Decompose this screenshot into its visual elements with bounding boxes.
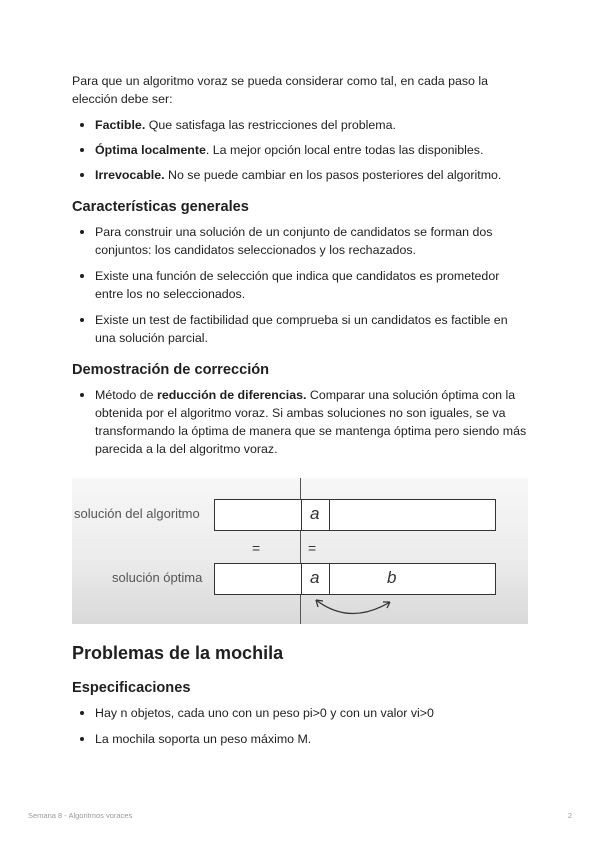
term: reducción de diferencias. — [157, 388, 307, 402]
intro-list — [72, 116, 528, 184]
term: Irrevocable. — [95, 168, 165, 182]
list-item-irrevocable — [72, 166, 528, 184]
list-item: Existe un test de factibilidad que comprueba si un candidatos es factible en una solución parcial. — [72, 311, 528, 347]
page-number: 2 — [567, 811, 572, 820]
cell-b: b — [387, 568, 397, 587]
diagram-reduccion-diferencias — [72, 478, 528, 624]
list-item-reduccion — [72, 386, 528, 458]
label-solucion-algoritmo: solución del algoritmo — [74, 506, 200, 521]
list-item-factible — [72, 116, 528, 134]
cell-a: a — [310, 568, 320, 587]
equals-right: = — [308, 540, 317, 556]
list-item-optima — [72, 141, 528, 159]
swap-arrow-icon — [310, 594, 410, 624]
text: Método de — [95, 388, 157, 402]
label-solucion-optima: solución óptima — [112, 570, 203, 585]
content — [72, 72, 528, 458]
mochila-section — [72, 641, 528, 748]
text: No se puede cambiar en los pasos posteriores del algoritmo. — [164, 168, 502, 182]
equals-left: = — [252, 540, 261, 556]
caracteristicas-list — [72, 223, 528, 347]
box-solucion-algoritmo — [214, 499, 496, 531]
section-title-mochila: Problemas de la mochila — [72, 643, 284, 663]
list-item: Para construir una solución de un conjunto de candidatos se forman dos conjuntos: los candidatos seleccionados y los rechazados. — [72, 223, 528, 259]
list-item: La mochila soporta un peso máximo M. — [72, 730, 528, 748]
box-solucion-optima — [214, 563, 496, 595]
text: Que satisfaga las restricciones del problema. — [145, 118, 396, 132]
list-item: Hay n objetos, cada uno con un peso pi>0 y con un valor vi>0 — [72, 704, 528, 722]
heading-especificaciones: Especificaciones — [72, 680, 191, 696]
heading-demostracion: Demostración de corrección — [72, 362, 270, 378]
footer-left: Semana 8 - Algoritmos voraces — [28, 811, 133, 820]
term: Factible. — [95, 118, 146, 132]
cell-a: a — [310, 504, 320, 523]
intro-paragraph: Para que un algoritmo voraz se pueda considerar como tal, en cada paso la elección debe ser: — [72, 74, 489, 106]
list-item: Existe una función de selección que indica que candidatos es prometedor entre los no seleccionados. — [72, 267, 528, 303]
term: Óptima localmente — [95, 143, 206, 157]
heading-caracteristicas: Características generales — [72, 199, 249, 215]
especificaciones-list — [72, 704, 528, 748]
text: . La mejor opción local entre todas las disponibles. — [205, 143, 484, 157]
demostracion-list — [72, 386, 528, 458]
text: Comparar una solución óptima con la obtenida por el algoritmo voraz. Si ambas soluciones no son iguales, se va transformando la óptima de manera que se mantenga óptima pero siendo más parecida a la del algoritmo voraz. — [95, 388, 527, 456]
